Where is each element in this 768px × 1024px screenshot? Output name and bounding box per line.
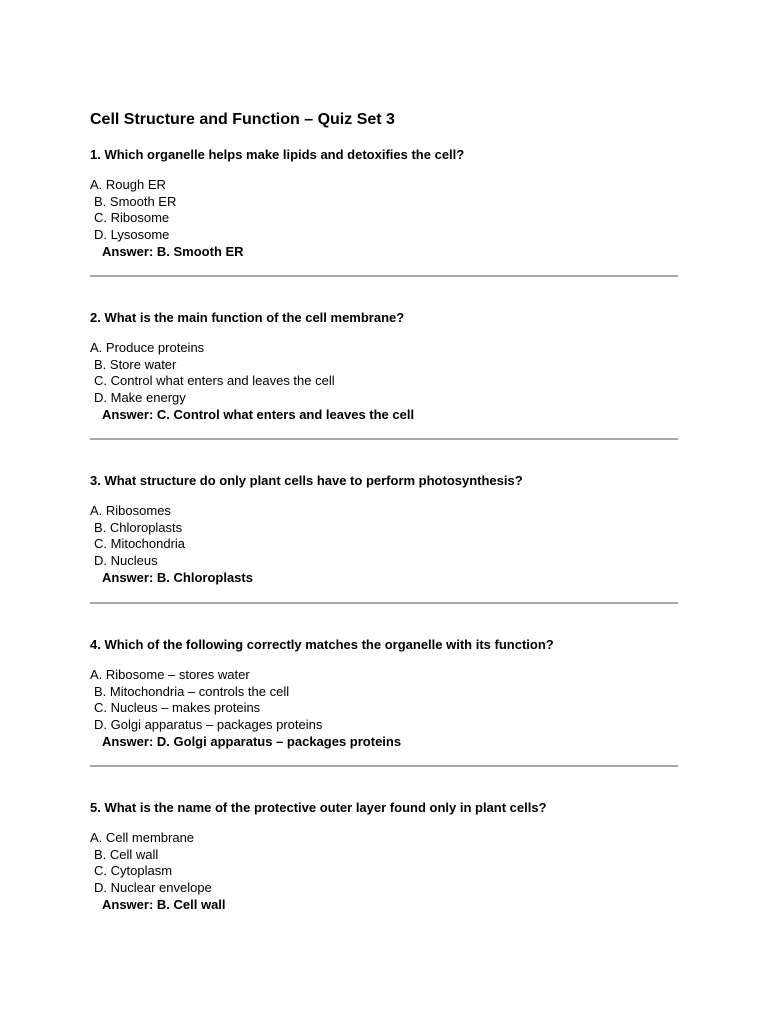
option-list — [90, 503, 185, 569]
answer-text: Answer: C. Control what enters and leaves the cell — [102, 407, 415, 422]
option-a: A. Produce proteins — [90, 340, 205, 355]
divider — [90, 602, 678, 604]
answer-text: Answer: D. Golgi apparatus – packages proteins — [102, 734, 402, 749]
divider — [90, 275, 678, 277]
question-3 — [90, 472, 690, 585]
question-5 — [90, 799, 690, 912]
question-1 — [90, 146, 690, 259]
option-b: B. Chloroplasts — [94, 519, 183, 535]
option-b: B. Smooth ER — [94, 193, 177, 209]
option-a: A. Ribosomes — [90, 503, 171, 518]
question-4 — [90, 636, 690, 749]
option-a: A. Cell membrane — [90, 830, 195, 845]
question-text: 1. Which organelle helps make lipids and detoxifies the cell? — [90, 147, 465, 162]
option-a: A. Ribosome – stores water — [90, 667, 250, 682]
page-title: Cell Structure and Function – Quiz Set 3 — [90, 111, 395, 128]
divider — [90, 438, 678, 440]
option-list — [90, 340, 335, 406]
option-d: D. Nuclear envelope — [94, 879, 212, 895]
question-text: 4. Which of the following correctly matches the organelle with its function? — [90, 637, 554, 652]
answer-text: Answer: B. Cell wall — [102, 897, 226, 912]
question-2 — [90, 309, 690, 422]
option-c: C. Control what enters and leaves the cell — [94, 373, 335, 388]
divider — [90, 765, 678, 767]
option-list — [90, 177, 176, 243]
option-c: C. Mitochondria — [94, 536, 186, 551]
option-list — [90, 830, 212, 896]
option-c: C. Cytoplasm — [94, 863, 173, 878]
option-c: C. Ribosome — [94, 210, 170, 225]
option-b: B. Store water — [94, 356, 177, 372]
option-d: D. Lysosome — [94, 226, 170, 242]
question-text: 2. What is the main function of the cell membrane? — [90, 310, 405, 325]
option-d: D. Make energy — [94, 389, 186, 405]
option-d: D. Nucleus — [94, 552, 158, 568]
option-list — [90, 667, 322, 733]
answer-text: Answer: B. Smooth ER — [102, 244, 244, 259]
option-d: D. Golgi apparatus – packages proteins — [94, 716, 323, 732]
option-b: B. Mitochondria – controls the cell — [94, 683, 290, 699]
question-text: 5. What is the name of the protective outer layer found only in plant cells? — [90, 800, 547, 815]
option-c: C. Nucleus – makes proteins — [94, 700, 261, 715]
answer-text: Answer: B. Chloroplasts — [102, 570, 253, 585]
question-text: 3. What structure do only plant cells have to perform photosynthesis? — [90, 473, 523, 488]
option-b: B. Cell wall — [94, 846, 159, 862]
option-a: A. Rough ER — [90, 177, 166, 192]
